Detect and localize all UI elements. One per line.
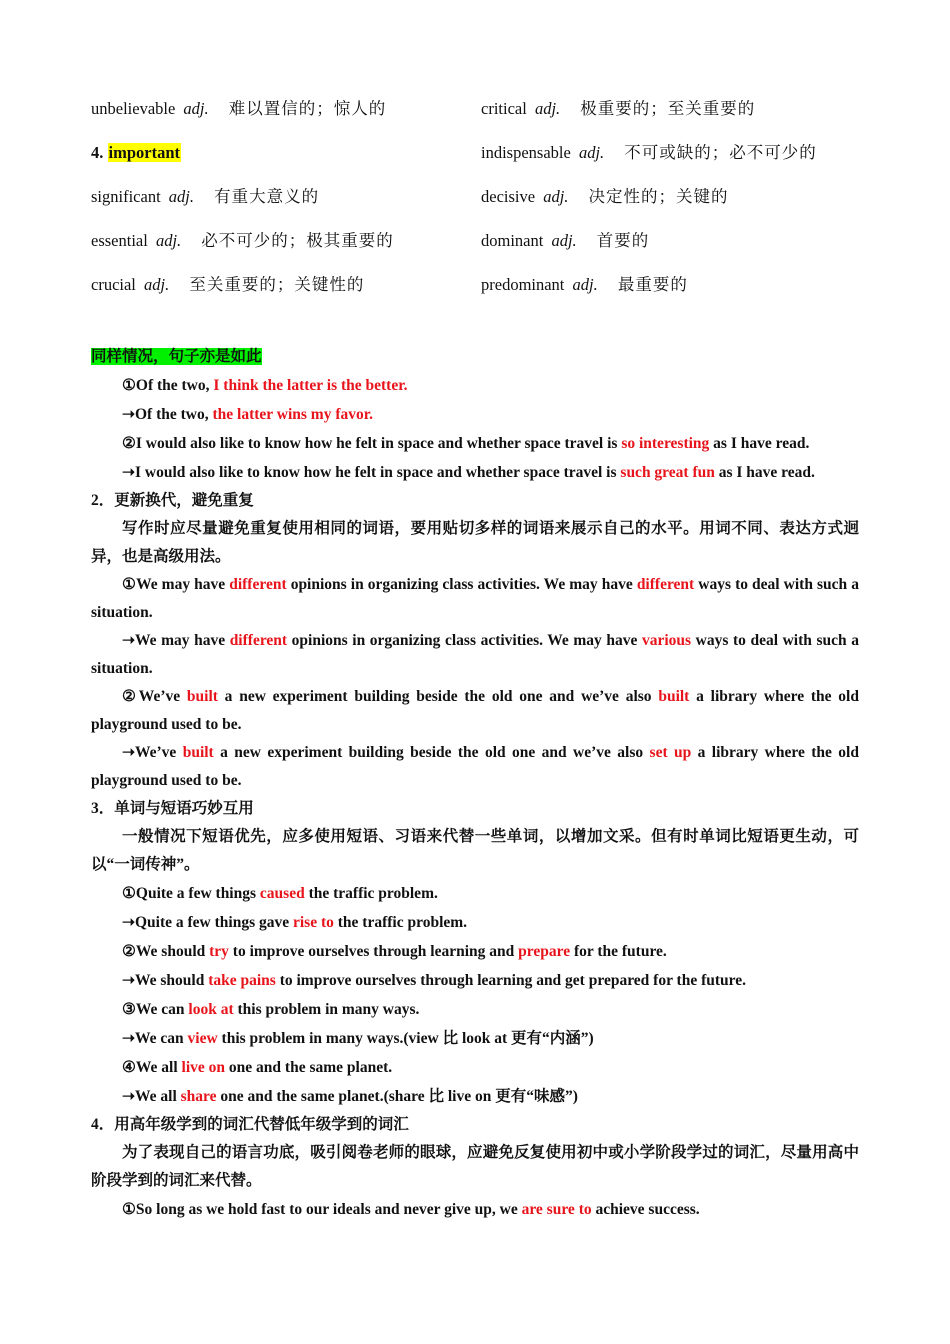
section-title: 3．单词与短语巧妙互用 [91,800,254,817]
sentence-text: ➝We all [122,1088,181,1105]
improved-sentence [91,400,859,429]
document-body [91,342,859,1224]
sentence-text: the traffic problem. [333,914,468,931]
highlight-phrase: I think the latter is the better. [213,377,408,394]
sentence-text: to improve ourselves through learning and get prepared for the future. [275,972,747,989]
vocab-pos: adj. [572,275,598,294]
highlight-phrase: various [641,632,692,649]
vocab-entry [481,228,871,272]
highlight-phrase: live on [181,1059,226,1076]
example-sentence [91,683,859,739]
vocab-row [91,140,871,184]
sentence-text: a library where the old playground used to be. [91,744,859,789]
vocab-pos: adj. [534,99,561,118]
highlighted-note: 同样情况，句子亦是如此 [91,348,262,365]
vocab-list [91,96,871,316]
vocab-entry [481,140,871,184]
sentence-text: ②We should [122,943,210,960]
vocab-entry [91,228,481,272]
vocab-row [91,96,871,140]
improved-sentence [91,908,859,937]
vocab-pos: adj. [551,231,577,250]
sentence-text: a new experiment building beside the old one and we’ve also [217,688,659,705]
example-sentence [91,429,859,458]
vocab-entry [91,272,481,316]
highlight-phrase: take pains [208,972,276,989]
example-sentence [91,371,859,400]
sentence-text: as I have read. [714,464,815,481]
vocab-meaning: 必不可少的；极其重要的 [201,231,394,250]
example-sentence [91,937,859,966]
sentence-text: a library where the old playground used to be. [91,688,859,733]
highlight-phrase: look at [188,1001,234,1018]
vocab-meaning: 最重要的 [617,275,688,294]
vocab-word: indispensable [481,143,571,162]
highlight-phrase: set up [649,744,692,761]
sentence-text: ways to deal with such a situation. [91,632,859,677]
vocab-word: essential [91,231,148,250]
highlight-phrase: try [209,943,229,960]
vocab-meaning: 有重大意义的 [214,187,320,206]
sentence-text: opinions in organizing class activities. We may have [286,576,637,593]
sentence-text: the traffic problem. [304,885,438,902]
example-sentence [91,995,859,1024]
vocab-meaning: 首要的 [596,231,650,250]
highlight-phrase: so interesting [621,435,710,452]
highlight-phrase: view [187,1030,218,1047]
improved-sentence [91,458,859,487]
sentence-text: ②I would also like to know how he felt in space and whether space travel is [122,435,622,452]
vocab-word: significant [91,187,161,206]
vocab-word: crucial [91,275,136,294]
sentence-text: ①Of the two, [122,377,214,394]
vocab-row [91,228,871,272]
example-sentence [91,1195,859,1224]
highlight-phrase: different [636,576,695,593]
sentence-text: for the future. [570,943,667,960]
sentence-text: to improve ourselves through learning and [228,943,519,960]
sentence-text: this problem in many ways. [233,1001,420,1018]
sentence-text: ①We may have [122,576,230,593]
vocab-word: decisive [481,187,536,206]
sentence-text: one and the same planet. [225,1059,393,1076]
sentence-text: ➝Quite a few things gave [122,914,293,931]
vocab-entry [91,184,481,228]
vocab-entry [481,96,871,140]
section-intro: 为了表现自己的语言功底，吸引阅卷老师的眼球，应避免反复使用初中或小学阶段学过的词汇，尽量用高中阶段学到的词汇来代替。 [91,1144,859,1189]
vocab-word: predominant [481,275,565,294]
vocab-row [91,184,871,228]
vocab-pos: adj. [543,187,569,206]
vocab-pos: adj. [183,99,209,118]
sentence-text: ③We can [122,1001,189,1018]
sentence-text: ➝I would also like to know how he felt in space and whether space travel is [122,464,621,481]
sentence-text: ①Quite a few things [122,885,260,902]
vocab-meaning: 决定性的；关键的 [588,187,729,206]
vocab-meaning: 难以置信的；惊人的 [228,99,387,118]
highlight-phrase: are sure to [521,1201,592,1218]
improved-sentence [91,1024,859,1053]
sentence-text: as I have read. [709,435,810,452]
example-sentence [91,571,859,627]
sentence-text: one and the same planet.(share 比 live on 更有“味感”) [216,1088,578,1105]
sentence-text: ①So long as we hold fast to our ideals and never give up, we [122,1201,522,1218]
sentence-text: ways to deal with such a situation. [91,576,859,621]
sentence-text: ➝Of the two, [122,406,213,423]
improved-sentence [91,1082,859,1111]
section-title: 2．更新换代，避免重复 [91,492,254,509]
vocab-entry [481,184,871,228]
highlight-phrase: built [186,688,218,705]
improved-sentence [91,966,859,995]
vocab-word: critical [481,99,527,118]
sentence-text: ➝We can [122,1030,188,1047]
highlight-phrase: the latter wins my favor. [212,406,374,423]
highlight-phrase: caused [259,885,305,902]
vocab-row [91,272,871,316]
highlight-phrase: different [229,576,287,593]
vocab-pos: adj. [144,275,170,294]
improved-sentence [91,627,859,683]
improved-sentence [91,739,859,795]
vocab-meaning: 不可或缺的；必不可少的 [624,143,817,162]
section-note [91,342,859,371]
vocab-word: unbelievable [91,99,176,118]
sentence-text: ②We’ve [122,688,187,705]
sentence-text: ➝We should [122,972,209,989]
sentence-text: ➝We’ve [122,744,183,761]
highlight-phrase: built [182,744,214,761]
vocab-pos: adj. [155,231,182,250]
heading-number: 4. [91,143,104,162]
vocab-heading [91,140,481,184]
example-sentence [91,1053,859,1082]
highlight-phrase: such great fun [620,464,715,481]
section-title: 4．用高年级学到的词汇代替低年级学到的词汇 [91,1116,409,1133]
vocab-entry [481,272,871,316]
sentence-text: achieve success. [591,1201,700,1218]
vocab-pos: adj. [578,143,605,162]
sentence-text: ④We all [122,1059,182,1076]
sentence-text: this problem in many ways.(view 比 look at 更有“内涵”) [217,1030,594,1047]
sentence-text: ➝We may have [122,632,230,649]
vocab-pos: adj. [168,187,194,206]
vocab-meaning: 至关重要的；关键性的 [189,275,365,294]
vocab-entry [91,96,481,140]
heading-word: important [108,143,180,162]
highlight-phrase: different [229,632,288,649]
highlight-phrase: share [180,1088,217,1105]
sentence-text: opinions in organizing class activities. We may have [287,632,642,649]
section-intro: 一般情况下短语优先，应多使用短语、习语来代替一些单词，以增加文采。但有时单词比短语更生动，可以“一词传神”。 [91,828,859,873]
example-sentence [91,879,859,908]
section-intro: 写作时应尽量避免重复使用相同的词语，要用贴切多样的词语来展示自己的水平。用词不同、表达方式迥异，也是高级用法。 [91,520,859,565]
sentence-text: a new experiment building beside the old one and we’ve also [213,744,650,761]
highlight-phrase: built [658,688,690,705]
vocab-word: dominant [481,231,544,250]
highlight-phrase: rise to [293,914,334,931]
highlight-phrase: prepare [518,943,571,960]
vocab-meaning: 极重要的；至关重要的 [580,99,756,118]
